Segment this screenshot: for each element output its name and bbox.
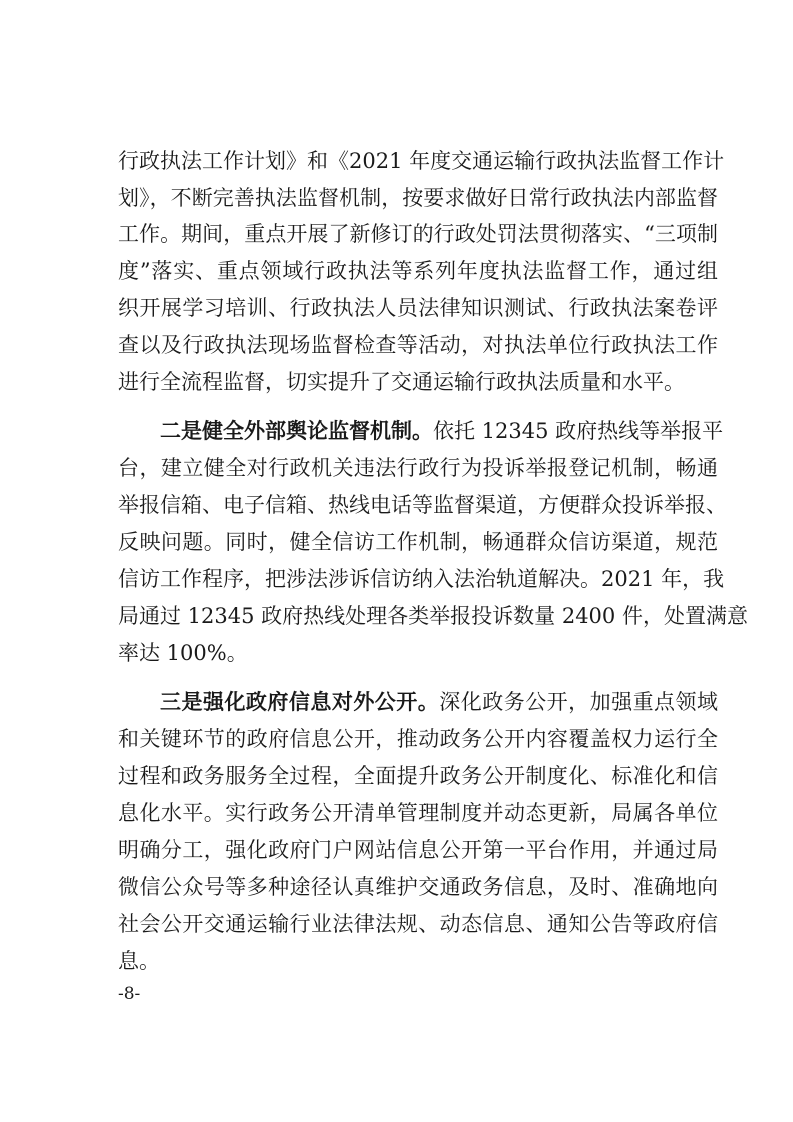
paragraph-line: 行政执法工作计划》和《2021 年度交通运输行政执法监督工作计 — [118, 149, 725, 173]
paragraph-line: 社会公开交通运输行业法律法规、动态信息、通知公告等政府信 — [118, 912, 718, 936]
section-heading: 三是强化政府信息对外公开。 — [160, 689, 440, 714]
section-heading: 二是健全外部舆论监督机制。 — [160, 418, 433, 443]
paragraph-line: 微信公众号等多种途径认真维护交通政务信息，及时、准确地向 — [118, 875, 718, 899]
paragraph-line: 查以及行政执法现场监督检查等活动，对执法单位行政执法工作 — [118, 333, 718, 357]
paragraph-line: 息。 — [118, 949, 160, 973]
paragraph-line: 息化水平。实行政务公开清单管理制度并动态更新，局属各单位 — [118, 801, 718, 825]
paragraph-text: 深化政务公开，加强重点领域 — [439, 690, 719, 714]
paragraph-first-line — [160, 687, 718, 717]
paragraph-line: 台，建立健全对行政机关违法行政行为投诉举报登记机制，畅通 — [118, 456, 718, 480]
paragraph-line: 局通过 12345 政府热线处理各类举报投诉数量 2400 件，处置满意 — [118, 604, 748, 628]
paragraph-text: 依托 12345 政府热线等举报平 — [433, 419, 724, 443]
paragraph-line: 织开展学习培训、行政执法人员法律知识测试、行政执法案卷评 — [118, 296, 718, 320]
paragraph-line: 反映问题。同时，健全信访工作机制，畅通群众信访渠道，规范 — [118, 530, 718, 554]
paragraph-line: 明确分工，强化政府门户网站信息公开第一平台作用，并通过局 — [118, 838, 718, 862]
paragraph-line: 划》，不断完善执法监督机制，按要求做好日常行政执法内部监督 — [118, 186, 718, 210]
paragraph-first-line — [160, 416, 724, 446]
paragraph-line: 和关键环节的政府信息公开，推动政务公开内容覆盖权力运行全 — [118, 727, 718, 751]
paragraph-line: 信访工作程序，把涉法涉诉信访纳入法治轨道解决。2021 年，我 — [118, 567, 725, 591]
paragraph-line: 过程和政务服务全过程，全面提升政务公开制度化、标准化和信 — [118, 764, 718, 788]
paragraph-line: 举报信箱、电子信箱、热线电话等监督渠道，方便群众投诉举报、 — [118, 493, 727, 517]
paragraph-line: 率达 100%。 — [118, 641, 248, 665]
paragraph-line: 进行全流程监督，切实提升了交通运输行政执法质量和水平。 — [118, 370, 685, 394]
paragraph-line: 度”落实、重点领域行政执法等系列年度执法监督工作，通过组 — [118, 259, 718, 283]
paragraph-line: 工作。期间，重点开展了新修订的行政处罚法贯彻落实、“三项制 — [118, 222, 718, 246]
page-number: -8- — [118, 984, 141, 1004]
